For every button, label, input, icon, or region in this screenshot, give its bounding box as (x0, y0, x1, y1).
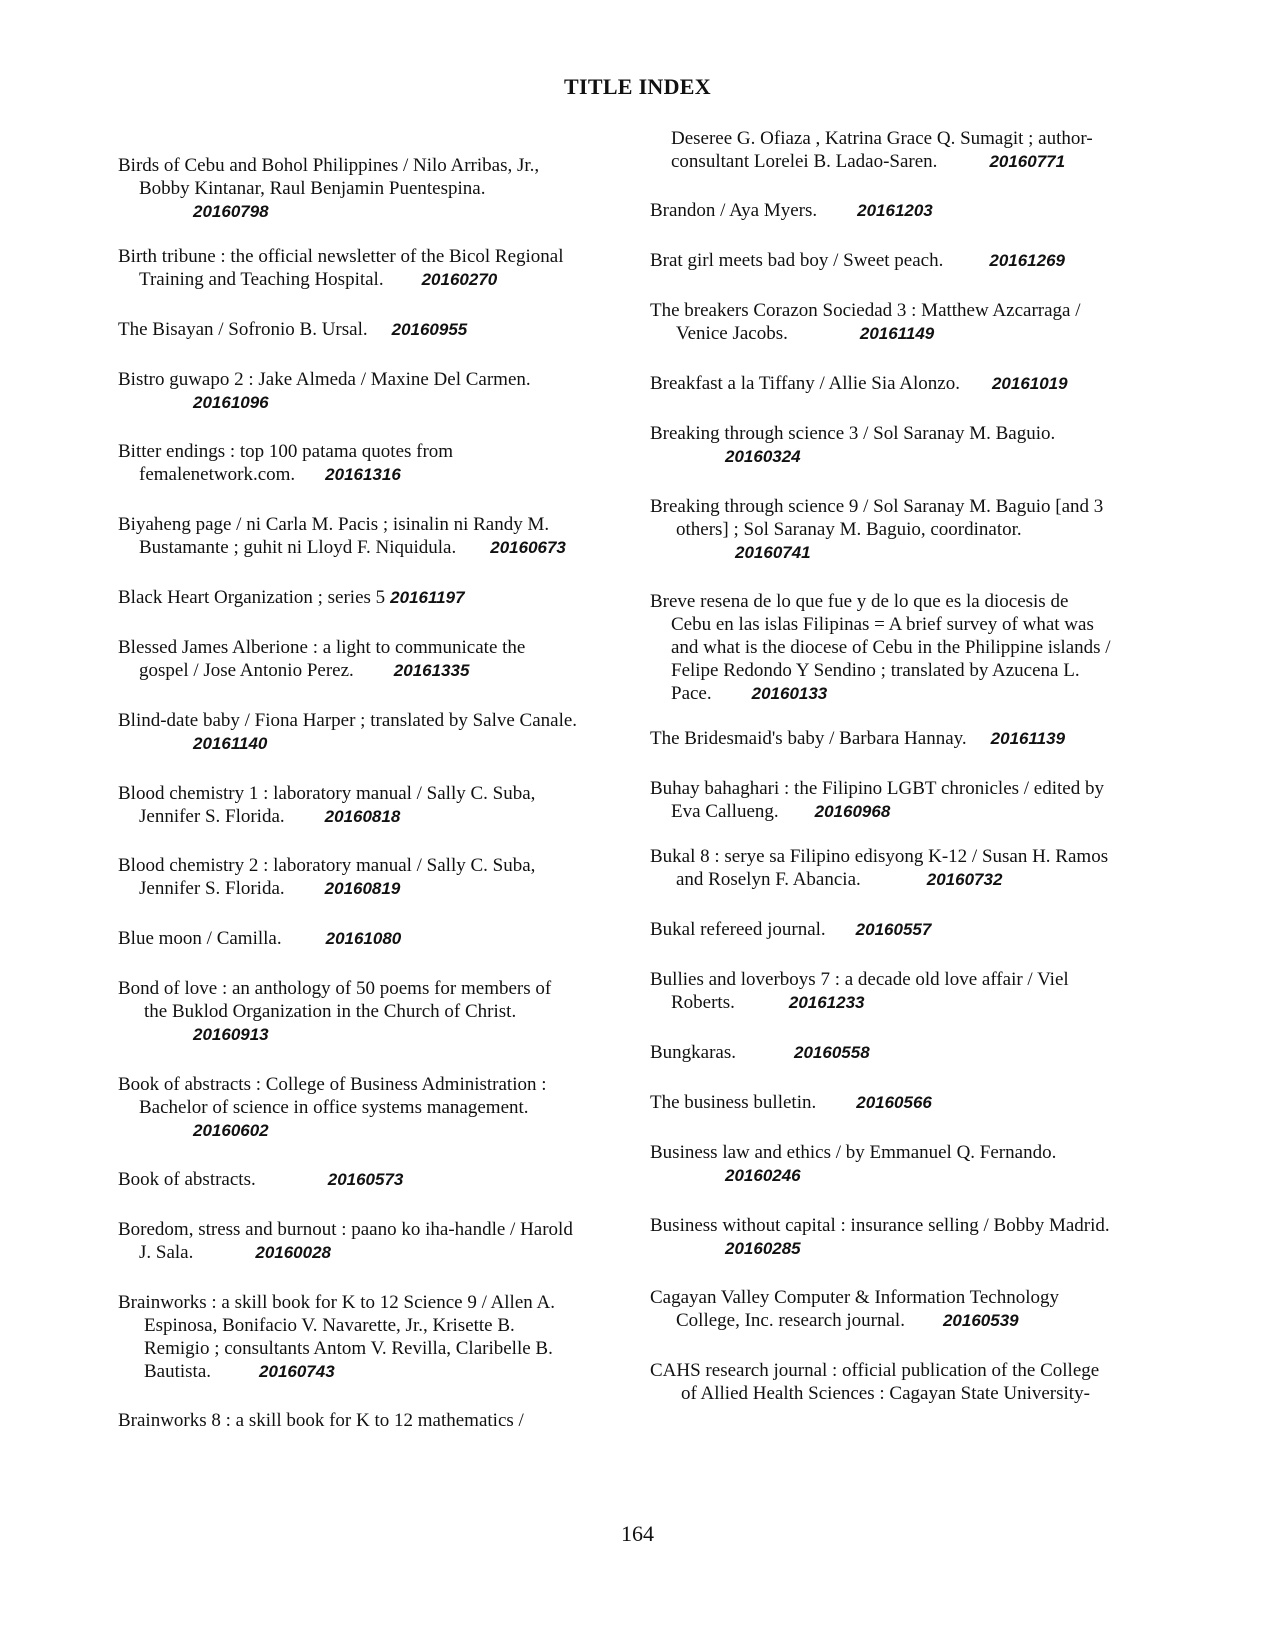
index-entry (650, 968, 1069, 1014)
entry-text: Bistro guwapo 2 : Jake Almeda / Maxine Del Carmen. (118, 369, 531, 390)
index-entry (118, 154, 539, 223)
entry-text: Bullies and loverboys 7 : a decade old love affair / Viel (650, 969, 1069, 990)
entry-text: Cebu en las islas Filipinas = A brief survey of what was (671, 614, 1094, 635)
index-entry (118, 709, 577, 755)
index-entry (118, 1291, 555, 1383)
index-entry (118, 318, 467, 341)
entry-text: consultant Lorelei B. Ladao-Saren. (671, 151, 938, 172)
index-entry (650, 1214, 1110, 1260)
entry-text: Venice Jacobs. (676, 323, 788, 344)
record-number: 20160270 (421, 270, 498, 289)
entry-text: Breve resena de lo que fue y de lo que es la diocesis de (650, 591, 1069, 612)
record-number: 20160602 (193, 1121, 269, 1140)
entry-text: The Bridesmaid's baby / Barbara Hannay. (650, 728, 967, 749)
record-number: 20160539 (942, 1311, 1019, 1330)
record-number: 20160955 (391, 320, 468, 339)
record-number: 20160913 (193, 1025, 269, 1044)
index-entry (650, 1286, 1059, 1332)
page-number: 164 (621, 1521, 654, 1546)
record-number: 20161139 (990, 729, 1066, 748)
entry-text: Bustamante ; guhit ni Lloyd F. Niquidula. (139, 537, 457, 558)
record-number: 20160673 (490, 538, 566, 557)
entry-text: Boredom, stress and burnout : paano ko iha-handle / Harold (118, 1219, 573, 1240)
entry-text: Jennifer S. Florida. (139, 878, 285, 899)
record-number: 20160558 (794, 1043, 870, 1062)
entry-text: Blind-date baby / Fiona Harper ; translated by Salve Canale. (118, 710, 578, 731)
entry-text: Birth tribune : the official newsletter of the Bicol Regional (118, 246, 564, 267)
entry-text: and Roselyn F. Abancia. (676, 869, 861, 890)
entry-text: Bitter endings : top 100 patama quotes from (118, 441, 454, 462)
entry-text: Training and Teaching Hospital. (139, 269, 384, 290)
entry-text: Roberts. (671, 992, 735, 1013)
index-entry (118, 245, 564, 291)
record-number: 20160133 (751, 684, 828, 703)
index-entry (650, 127, 1093, 173)
index-entry (118, 513, 566, 559)
entry-text: Biyaheng page / ni Carla M. Pacis ; isinalin ni Randy M. (118, 514, 550, 535)
entry-text: Bachelor of science in office systems management. (139, 1097, 529, 1118)
entry-text: Blue moon / Camilla. (118, 928, 282, 949)
record-number: 20160798 (193, 202, 269, 221)
index-entry (118, 636, 525, 682)
record-number: 20161203 (857, 201, 933, 220)
entry-text: Blessed James Alberione : a light to communicate the (118, 637, 526, 658)
record-number: 20161140 (193, 734, 268, 753)
entry-text: The business bulletin. (650, 1092, 817, 1113)
record-number: 20161335 (393, 661, 470, 680)
entry-text: Business law and ethics / by Emmanuel Q. Fernando. (650, 1142, 1057, 1163)
index-entry (118, 1218, 573, 1264)
index-entry (118, 440, 453, 486)
index-entry (118, 927, 401, 950)
entry-text: The Bisayan / Sofronio B. Ursal. (118, 319, 368, 340)
entry-text: femalenetwork.com. (139, 464, 296, 485)
index-entry (118, 782, 535, 828)
entry-text: Brainworks : a skill book for K to 12 Science 9 / Allen A. (118, 1292, 555, 1313)
index-entry (118, 586, 465, 609)
entry-text: Pace. (671, 683, 712, 704)
entry-text: Book of abstracts. (118, 1169, 256, 1190)
entry-text: Bobby Kintanar, Raul Benjamin Puentespina. (139, 178, 486, 199)
index-entry (650, 845, 1108, 891)
entry-text: Breaking through science 3 / Sol Saranay M. Baguio. (650, 423, 1056, 444)
record-number: 20160566 (856, 1093, 932, 1112)
index-entry (650, 1359, 1099, 1405)
entry-text: Breakfast a la Tiffany / Allie Sia Alonzo. (650, 373, 960, 394)
entry-text: Jennifer S. Florida. (139, 806, 285, 827)
index-entry (118, 1073, 547, 1142)
entry-text: of Allied Health Sciences : Cagayan State University- (681, 1383, 1090, 1404)
index-entry (650, 1091, 932, 1114)
record-number: 20161316 (325, 465, 401, 484)
entry-text: Brat girl meets bad boy / Sweet peach. (650, 250, 944, 271)
entry-text: the Buklod Organization in the Church of Christ. (144, 1001, 517, 1022)
entry-text: Remigio ; consultants Antom V. Revilla, Claribelle B. (144, 1338, 553, 1359)
entry-text: Breaking through science 9 / Sol Saranay M. Baguio [and 3 (650, 496, 1104, 517)
entry-text: The breakers Corazon Sociedad 3 : Matthew Azcarraga / (650, 300, 1081, 321)
record-number: 20160819 (324, 879, 401, 898)
index-entry (650, 777, 1104, 823)
index-entry (118, 1409, 524, 1432)
entry-text: Bond of love : an anthology of 50 poems for members of (118, 978, 552, 999)
entry-text: Cagayan Valley Computer & Information Technology (650, 1287, 1060, 1308)
entry-text: Eva Callueng. (671, 801, 779, 822)
entry-text: others] ; Sol Saranay M. Baguio, coordinator. (676, 519, 1022, 540)
page-title: TITLE INDEX (564, 74, 711, 99)
record-number: 20160324 (725, 447, 801, 466)
entry-text: and what is the diocese of Cebu in the Philippine islands / (671, 637, 1111, 658)
record-number: 20161019 (991, 374, 1068, 393)
entry-text: College, Inc. research journal. (676, 1310, 905, 1331)
record-number: 20160028 (255, 1243, 331, 1262)
entry-text: Bukal 8 : serye sa Filipino edisyong K-12 / Susan H. Ramos (650, 846, 1109, 867)
record-number: 20161080 (325, 929, 402, 948)
index-entry (118, 854, 535, 900)
index-entry (650, 422, 1055, 468)
index-entry (650, 495, 1103, 564)
index-entry (650, 299, 1081, 345)
index-entry (650, 727, 1065, 750)
index-entry (118, 1168, 403, 1191)
record-number: 20160246 (725, 1166, 801, 1185)
entry-text: Brandon / Aya Myers. (650, 200, 818, 221)
index-entry (118, 977, 551, 1046)
record-number: 20160818 (324, 807, 401, 826)
record-number: 20160573 (327, 1170, 404, 1189)
record-number: 20161149 (859, 324, 935, 343)
entry-text: Book of abstracts : College of Business Administration : (118, 1074, 547, 1095)
entry-text: gospel / Jose Antonio Perez. (139, 660, 354, 681)
record-number: 20161197 (390, 588, 465, 607)
entry-text: Bungkaras. (650, 1042, 737, 1063)
entry-text: Brainworks 8 : a skill book for K to 12 mathematics / (118, 1410, 524, 1431)
index-entry (118, 368, 531, 414)
index-entry (650, 1041, 870, 1064)
entry-text: Birds of Cebu and Bohol Philippines / Nilo Arribas, Jr., (118, 155, 540, 176)
index-entry (650, 249, 1065, 272)
index-entry (650, 590, 1111, 705)
entry-text: Bukal refereed journal. (650, 919, 826, 940)
entry-text: Business without capital : insurance selling / Bobby Madrid. (650, 1215, 1110, 1236)
record-number: 20160732 (926, 870, 1003, 889)
entry-text: Blood chemistry 1 : laboratory manual / Sally C. Suba, (118, 783, 536, 804)
record-number: 20160771 (989, 152, 1066, 171)
index-entry (650, 1141, 1056, 1187)
record-number: 20161096 (193, 393, 269, 412)
entry-text: Buhay bahaghari : the Filipino LGBT chronicles / edited by (650, 778, 1104, 799)
entry-text: CAHS research journal : official publication of the College (650, 1360, 1100, 1381)
entry-text: Felipe Redondo Y Sendino ; translated by Azucena L. (671, 660, 1080, 681)
entry-text: Deseree G. Ofiaza , Katrina Grace Q. Sumagit ; author- (671, 128, 1093, 149)
entry-text: Black Heart Organization ; series 5 (118, 587, 386, 608)
index-entry (650, 372, 1068, 395)
record-number: 20160557 (855, 920, 932, 939)
index-entry (650, 918, 931, 941)
record-number: 20160741 (735, 543, 811, 562)
record-number: 20161233 (788, 993, 865, 1012)
entry-text: Bautista. (144, 1361, 212, 1382)
entry-text: J. Sala. (139, 1242, 194, 1263)
record-number: 20160968 (814, 802, 891, 821)
record-number: 20160285 (725, 1239, 801, 1258)
record-number: 20161269 (989, 251, 1065, 270)
entry-text: Espinosa, Bonifacio V. Navarette, Jr., Krisette B. (144, 1315, 515, 1336)
index-entry (650, 199, 933, 222)
record-number: 20160743 (259, 1362, 335, 1381)
entry-text: Blood chemistry 2 : laboratory manual / Sally C. Suba, (118, 855, 536, 876)
